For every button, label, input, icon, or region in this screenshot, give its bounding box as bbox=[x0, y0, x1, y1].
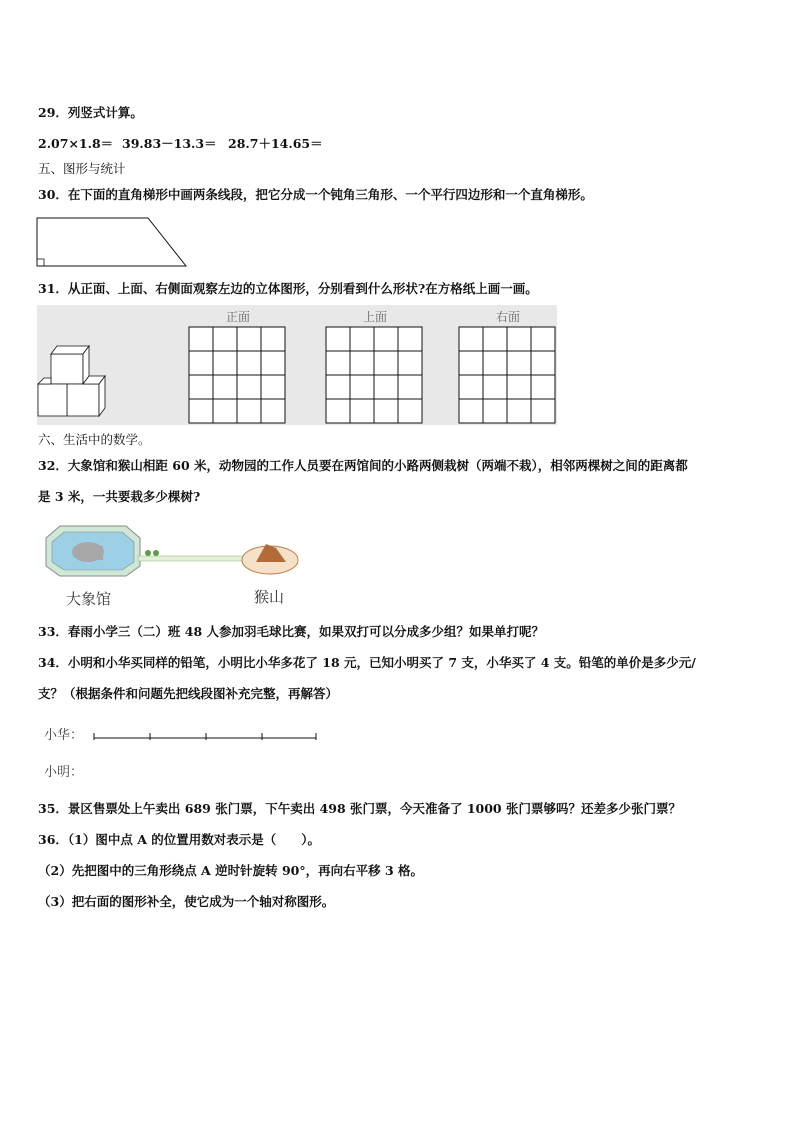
label-xiaoming: 小明： bbox=[44, 765, 84, 780]
grid-label-top: 上面 bbox=[362, 310, 387, 324]
q33-text: 33．春雨小学三（二）班 48 人参加羽毛球比赛，如果双打可以分成多少组？如果单打呢？ bbox=[38, 624, 544, 639]
q29-expr-2: 39.83－13.3＝ bbox=[122, 136, 217, 151]
grid-top[interactable] bbox=[325, 326, 423, 424]
q36-part-3: （3）把右面的图形补全，使它成为一个轴对称图形。 bbox=[38, 894, 335, 909]
tree-icon bbox=[153, 550, 159, 556]
q31-title: 31．从正面、上面、右侧面观察左边的立体图形，分别看到什么形状?在方格纸上画一画。 bbox=[38, 281, 538, 296]
cube-solid-figure bbox=[37, 340, 107, 420]
q34-line-1: 34．小明和小华买同样的铅笔，小明比小华多花了 18 元，已知小明买了 7 支，小华买了 4 支。铅笔的单价是多少元/ bbox=[38, 655, 696, 670]
segment-diagram-xiaohua bbox=[92, 730, 320, 742]
section-5-heading: 五、图形与统计 bbox=[38, 161, 126, 176]
q32-line-2: 是 3 米，一共要栽多少棵树? bbox=[38, 489, 201, 504]
zoo-path-illustration bbox=[38, 518, 308, 588]
tree-icon bbox=[145, 550, 151, 556]
q36-part-2: （2）先把图中的三角形绕点 A 逆时针旋转 90°，再向右平移 3 格。 bbox=[38, 863, 423, 878]
label-monkey-mountain: 猴山 bbox=[254, 588, 285, 606]
q34-line-2: 支？（根据条件和问题先把线段图补充完整，再解答） bbox=[38, 686, 339, 701]
q36-part-1: 36．（1）图中点 A 的位置用数对表示是（ ）。 bbox=[38, 832, 320, 847]
q29-expr-3: 28.7＋14.65＝ bbox=[228, 136, 323, 151]
q30-text: 30．在下面的直角梯形中画两条线段，把它分成一个钝角三角形、一个平行四边形和一个直角梯形。 bbox=[38, 187, 593, 202]
right-angle-mark bbox=[37, 259, 44, 266]
label-elephant-house: 大象馆 bbox=[66, 590, 112, 608]
q35-text: 35．景区售票处上午卖出 689 张门票，下午卖出 498 张门票，今天准备了 1000 张门票够吗？还差多少张门票？ bbox=[38, 801, 681, 816]
q32-line-1: 32．大象馆和猴山相距 60 米，动物园的工作人员要在两馆间的小路两侧栽树（两端不栽），相邻两棵树之间的距离都 bbox=[38, 458, 688, 473]
right-trapezoid-figure bbox=[36, 216, 190, 270]
trapezoid-shape bbox=[37, 218, 186, 266]
grid-label-front: 正面 bbox=[225, 310, 250, 324]
grid-front[interactable] bbox=[188, 326, 286, 424]
q29-title: 29．列竖式计算。 bbox=[38, 105, 143, 120]
section-6-heading: 六、生活中的数学。 bbox=[38, 432, 151, 447]
label-xiaohua: 小华： bbox=[44, 728, 84, 743]
q29-expr-1: 2.07×1.8＝ bbox=[38, 136, 114, 151]
grid-label-right: 右面 bbox=[495, 310, 520, 324]
grid-right[interactable] bbox=[458, 326, 556, 424]
road-path bbox=[138, 556, 250, 561]
